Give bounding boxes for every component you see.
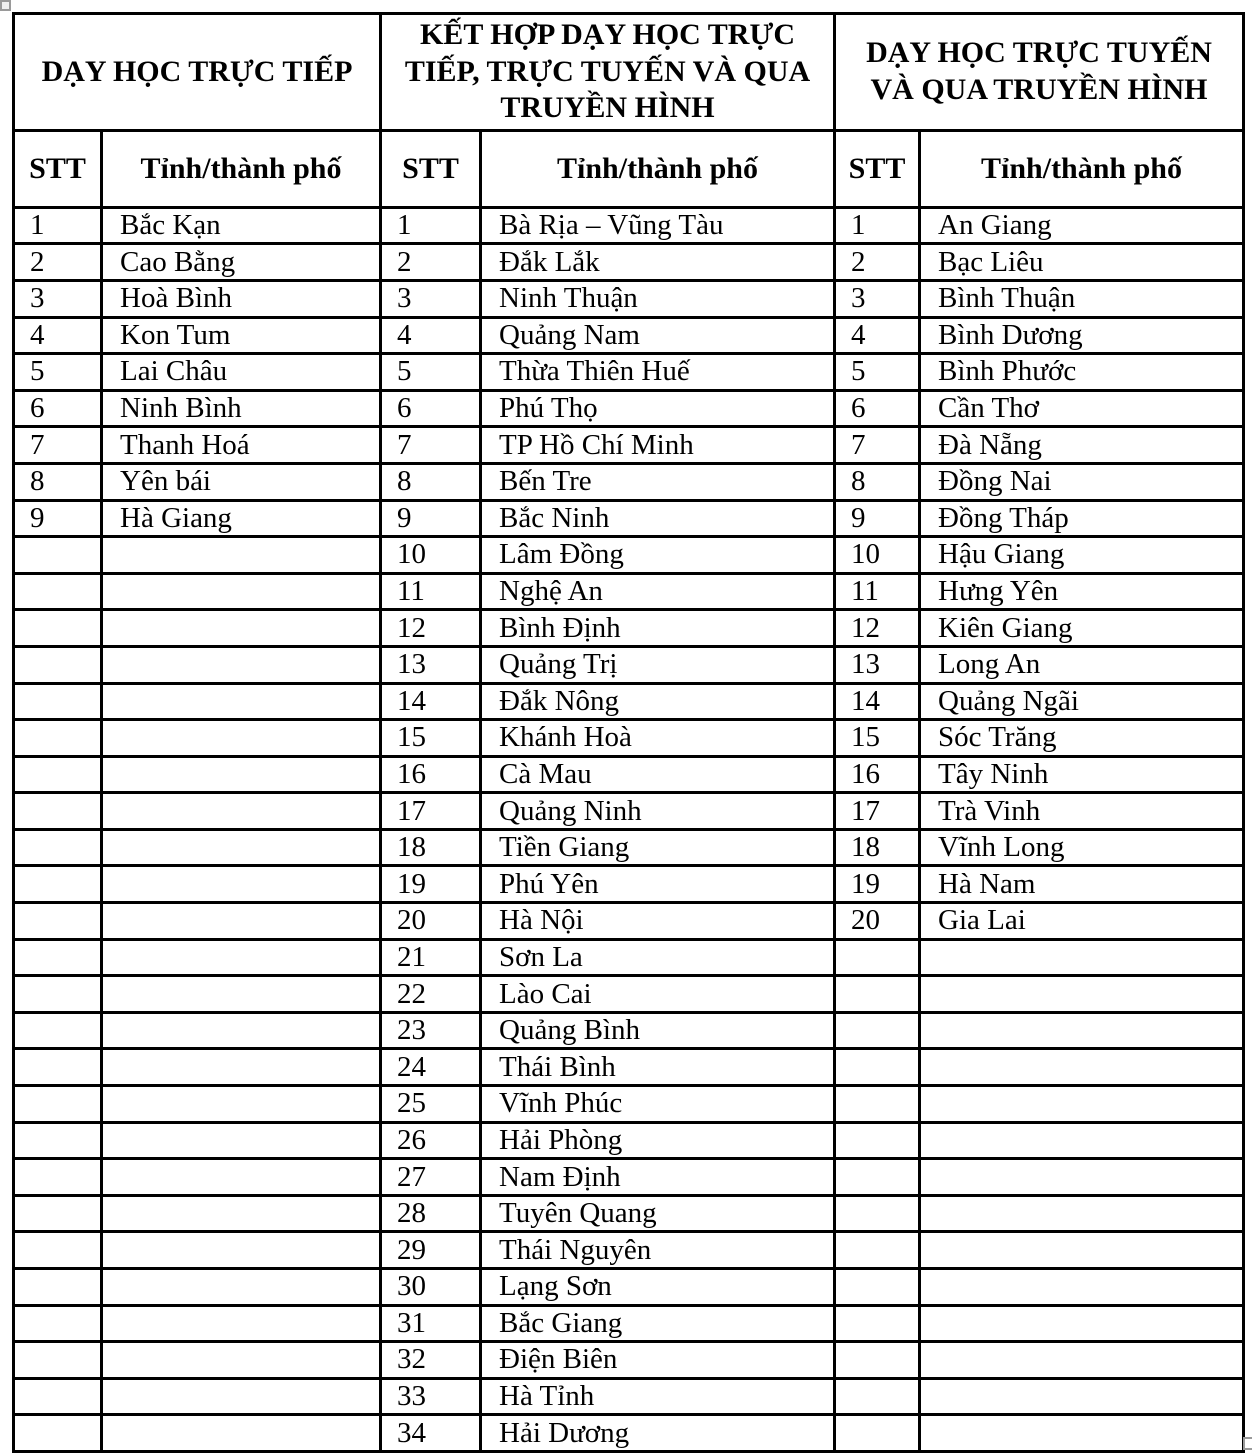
stt-cell: 28 — [381, 1195, 481, 1232]
stt-cell — [835, 1342, 920, 1379]
province-cell: Đồng Nai — [920, 463, 1244, 500]
stt-cell — [835, 1415, 920, 1452]
stt-cell — [835, 1049, 920, 1086]
stt-cell: 24 — [381, 1049, 481, 1086]
province-cell: Gia Lai — [920, 903, 1244, 940]
stt-cell: 1 — [835, 207, 920, 244]
stt-cell: 6 — [835, 390, 920, 427]
stt-cell: 13 — [381, 646, 481, 683]
stt-cell: 9 — [835, 500, 920, 537]
table-row — [14, 866, 1244, 903]
province-header-direct: Tỉnh/thành phố — [102, 130, 381, 207]
province-cell: Bình Phước — [920, 354, 1244, 391]
province-cell: Đồng Tháp — [920, 500, 1244, 537]
province-cell — [102, 1342, 381, 1379]
province-cell — [920, 1049, 1244, 1086]
stt-cell: 21 — [381, 939, 481, 976]
stt-cell: 34 — [381, 1415, 481, 1452]
table-row — [14, 1305, 1244, 1342]
province-cell: Ninh Thuận — [481, 280, 835, 317]
stt-cell: 10 — [381, 537, 481, 574]
province-cell: Bình Thuận — [920, 280, 1244, 317]
province-cell — [102, 1159, 381, 1196]
stt-cell: 23 — [381, 1012, 481, 1049]
table-row — [14, 1159, 1244, 1196]
province-cell: Yên bái — [102, 463, 381, 500]
stt-cell — [14, 1305, 102, 1342]
province-cell: Điện Biên — [481, 1342, 835, 1379]
stt-cell: 20 — [835, 903, 920, 940]
province-cell: Quảng Trị — [481, 646, 835, 683]
province-cell: Vĩnh Long — [920, 829, 1244, 866]
province-cell: An Giang — [920, 207, 1244, 244]
stt-cell — [14, 903, 102, 940]
province-cell — [102, 1305, 381, 1342]
stt-cell: 10 — [835, 537, 920, 574]
province-cell: Lào Cai — [481, 976, 835, 1013]
stt-cell: 6 — [14, 390, 102, 427]
stt-cell — [14, 720, 102, 757]
stt-cell: 2 — [381, 244, 481, 281]
stt-cell: 14 — [835, 683, 920, 720]
province-cell: Quảng Nam — [481, 317, 835, 354]
province-cell: Bà Rịa – Vũng Tàu — [481, 207, 835, 244]
table-row — [14, 537, 1244, 574]
stt-cell — [14, 1415, 102, 1452]
stt-cell — [14, 829, 102, 866]
province-cell — [920, 1086, 1244, 1123]
stt-cell: 19 — [381, 866, 481, 903]
stt-cell — [835, 1305, 920, 1342]
table-body — [14, 207, 1244, 1451]
province-cell: Ninh Bình — [102, 390, 381, 427]
stt-cell: 4 — [835, 317, 920, 354]
province-cell — [920, 1415, 1244, 1452]
province-cell — [102, 756, 381, 793]
stt-cell: 22 — [381, 976, 481, 1013]
province-cell: Lạng Sơn — [481, 1269, 835, 1306]
stt-cell: 14 — [381, 683, 481, 720]
stt-cell: 31 — [381, 1305, 481, 1342]
stt-cell: 5 — [381, 354, 481, 391]
stt-cell: 5 — [835, 354, 920, 391]
table-row — [14, 1342, 1244, 1379]
stt-cell — [14, 976, 102, 1013]
stt-cell — [14, 1342, 102, 1379]
table-row — [14, 500, 1244, 537]
province-cell — [102, 1086, 381, 1123]
province-cell: Thái Bình — [481, 1049, 835, 1086]
stt-cell — [835, 1086, 920, 1123]
stt-cell: 30 — [381, 1269, 481, 1306]
stt-cell — [14, 939, 102, 976]
stt-cell — [835, 1122, 920, 1159]
stt-cell — [14, 1049, 102, 1086]
stt-cell: 19 — [835, 866, 920, 903]
stt-cell — [14, 1269, 102, 1306]
stt-cell: 17 — [835, 793, 920, 830]
table-row — [14, 793, 1244, 830]
province-cell — [102, 573, 381, 610]
stt-header-online: STT — [835, 130, 920, 207]
stt-cell: 11 — [835, 573, 920, 610]
province-cell: Bến Tre — [481, 463, 835, 500]
province-cell: Kon Tum — [102, 317, 381, 354]
province-cell: Kiên Giang — [920, 610, 1244, 647]
province-cell: Tuyên Quang — [481, 1195, 835, 1232]
province-table — [12, 12, 1245, 1453]
stt-cell: 12 — [381, 610, 481, 647]
province-cell — [920, 1269, 1244, 1306]
province-cell: Tây Ninh — [920, 756, 1244, 793]
table-row — [14, 756, 1244, 793]
province-cell: Hải Dương — [481, 1415, 835, 1452]
province-cell — [102, 793, 381, 830]
province-cell — [102, 1415, 381, 1452]
province-cell: Lâm Đồng — [481, 537, 835, 574]
province-cell: Lai Châu — [102, 354, 381, 391]
province-cell — [102, 903, 381, 940]
table-row — [14, 280, 1244, 317]
stt-cell: 16 — [835, 756, 920, 793]
province-cell: Hà Nội — [481, 903, 835, 940]
province-cell — [920, 1195, 1244, 1232]
stt-cell — [835, 1269, 920, 1306]
province-cell — [102, 976, 381, 1013]
stt-header-direct: STT — [14, 130, 102, 207]
stt-cell — [835, 1159, 920, 1196]
stt-cell: 7 — [381, 427, 481, 464]
province-cell: Sóc Trăng — [920, 720, 1244, 757]
province-cell — [102, 1049, 381, 1086]
stt-cell — [14, 610, 102, 647]
province-cell: Hà Giang — [102, 500, 381, 537]
sub-header-row — [14, 130, 1244, 207]
province-cell: Hải Phòng — [481, 1122, 835, 1159]
province-cell — [920, 1159, 1244, 1196]
stt-cell: 2 — [835, 244, 920, 281]
stt-cell — [14, 683, 102, 720]
province-cell — [920, 1342, 1244, 1379]
stt-cell — [14, 646, 102, 683]
province-cell: Vĩnh Phúc — [481, 1086, 835, 1123]
table-row — [14, 427, 1244, 464]
province-cell: Quảng Bình — [481, 1012, 835, 1049]
province-cell: Nghệ An — [481, 573, 835, 610]
group-header-combined-teaching: KẾT HỢP DẠY HỌC TRỰC TIẾP, TRỰC TUYẾN VÀ QUA TRUYỀN HÌNH — [381, 14, 835, 131]
province-cell — [102, 1232, 381, 1269]
province-cell — [102, 829, 381, 866]
table-row — [14, 1049, 1244, 1086]
province-cell — [920, 1012, 1244, 1049]
province-cell: Phú Thọ — [481, 390, 835, 427]
province-cell: Nam Định — [481, 1159, 835, 1196]
stt-cell — [14, 1012, 102, 1049]
province-cell — [920, 1232, 1244, 1269]
stt-cell: 20 — [381, 903, 481, 940]
province-cell: Bình Dương — [920, 317, 1244, 354]
stt-cell: 9 — [14, 500, 102, 537]
province-cell: Hà Nam — [920, 866, 1244, 903]
stt-cell: 8 — [835, 463, 920, 500]
stt-cell: 12 — [835, 610, 920, 647]
province-cell: Cao Bằng — [102, 244, 381, 281]
table-row — [14, 939, 1244, 976]
province-cell — [920, 939, 1244, 976]
table-row — [14, 1269, 1244, 1306]
table-resize-handle[interactable] — [1243, 1437, 1252, 1450]
province-header-combined: Tỉnh/thành phố — [481, 130, 835, 207]
table-row — [14, 1012, 1244, 1049]
table-row — [14, 1232, 1244, 1269]
stt-cell: 3 — [14, 280, 102, 317]
province-cell: Bạc Liêu — [920, 244, 1244, 281]
stt-cell — [14, 1378, 102, 1415]
province-cell: Hậu Giang — [920, 537, 1244, 574]
stt-cell — [14, 866, 102, 903]
stt-cell: 18 — [835, 829, 920, 866]
province-cell: Long An — [920, 646, 1244, 683]
province-cell — [920, 1378, 1244, 1415]
table-row — [14, 610, 1244, 647]
province-cell: Quảng Ngãi — [920, 683, 1244, 720]
province-cell: TP Hồ Chí Minh — [481, 427, 835, 464]
stt-cell — [835, 1232, 920, 1269]
table-row — [14, 244, 1244, 281]
stt-cell: 1 — [381, 207, 481, 244]
stt-cell — [14, 537, 102, 574]
stt-cell: 15 — [381, 720, 481, 757]
province-cell — [102, 939, 381, 976]
stt-cell: 33 — [381, 1378, 481, 1415]
stt-cell: 27 — [381, 1159, 481, 1196]
stt-cell — [14, 793, 102, 830]
province-cell: Bắc Kạn — [102, 207, 381, 244]
province-cell: Tiền Giang — [481, 829, 835, 866]
stt-cell — [14, 1122, 102, 1159]
table-row — [14, 463, 1244, 500]
stt-cell — [14, 1159, 102, 1196]
stt-cell: 8 — [14, 463, 102, 500]
stt-cell — [835, 939, 920, 976]
group-header-row — [14, 14, 1244, 131]
province-cell — [102, 720, 381, 757]
group-header-direct-teaching: DẠY HỌC TRỰC TIẾP — [14, 14, 381, 131]
table-row — [14, 207, 1244, 244]
province-cell — [102, 1378, 381, 1415]
province-cell: Phú Yên — [481, 866, 835, 903]
stt-cell — [14, 573, 102, 610]
province-cell — [920, 976, 1244, 1013]
stt-cell — [14, 756, 102, 793]
province-cell: Cà Mau — [481, 756, 835, 793]
province-cell: Đắk Lắk — [481, 244, 835, 281]
province-cell: Hưng Yên — [920, 573, 1244, 610]
table-row — [14, 976, 1244, 1013]
province-cell — [102, 1195, 381, 1232]
province-cell: Quảng Ninh — [481, 793, 835, 830]
province-cell: Đà Nẵng — [920, 427, 1244, 464]
stt-cell: 3 — [381, 280, 481, 317]
province-cell: Đắk Nông — [481, 683, 835, 720]
province-cell: Khánh Hoà — [481, 720, 835, 757]
province-cell: Hoà Bình — [102, 280, 381, 317]
province-cell — [102, 610, 381, 647]
province-cell — [920, 1305, 1244, 1342]
stt-cell: 16 — [381, 756, 481, 793]
group-header-online-tv-teaching: DẠY HỌC TRỰC TUYẾN VÀ QUA TRUYỀN HÌNH — [835, 14, 1244, 131]
stt-cell: 29 — [381, 1232, 481, 1269]
province-cell: Bắc Giang — [481, 1305, 835, 1342]
table-row — [14, 573, 1244, 610]
province-cell — [102, 866, 381, 903]
province-cell: Bình Định — [481, 610, 835, 647]
table-row — [14, 354, 1244, 391]
stt-cell: 2 — [14, 244, 102, 281]
stt-cell: 6 — [381, 390, 481, 427]
stt-cell: 26 — [381, 1122, 481, 1159]
table-row — [14, 317, 1244, 354]
province-cell — [102, 1012, 381, 1049]
stt-cell — [14, 1232, 102, 1269]
province-cell: Thanh Hoá — [102, 427, 381, 464]
stt-cell: 18 — [381, 829, 481, 866]
province-cell: Sơn La — [481, 939, 835, 976]
stt-cell: 4 — [14, 317, 102, 354]
stt-cell: 7 — [14, 427, 102, 464]
stt-cell: 13 — [835, 646, 920, 683]
province-cell — [102, 683, 381, 720]
province-cell — [102, 1122, 381, 1159]
table-row — [14, 720, 1244, 757]
stt-cell: 32 — [381, 1342, 481, 1379]
stt-cell: 15 — [835, 720, 920, 757]
province-cell: Cần Thơ — [920, 390, 1244, 427]
province-header-online: Tỉnh/thành phố — [920, 130, 1244, 207]
stt-cell: 3 — [835, 280, 920, 317]
table-row — [14, 1378, 1244, 1415]
province-cell: Thừa Thiên Huế — [481, 354, 835, 391]
stt-cell — [14, 1086, 102, 1123]
table-row — [14, 683, 1244, 720]
stt-cell — [835, 976, 920, 1013]
stt-cell: 5 — [14, 354, 102, 391]
stt-cell — [835, 1195, 920, 1232]
province-cell — [102, 1269, 381, 1306]
table-row — [14, 1122, 1244, 1159]
table-row — [14, 1086, 1244, 1123]
province-cell: Thái Nguyên — [481, 1232, 835, 1269]
table-row — [14, 390, 1244, 427]
stt-cell: 1 — [14, 207, 102, 244]
stt-cell — [835, 1378, 920, 1415]
table-row — [14, 829, 1244, 866]
table-move-handle[interactable] — [0, 0, 11, 11]
stt-cell: 7 — [835, 427, 920, 464]
stt-cell: 9 — [381, 500, 481, 537]
province-cell — [920, 1122, 1244, 1159]
province-cell — [102, 537, 381, 574]
table-row — [14, 1415, 1244, 1452]
table-row — [14, 903, 1244, 940]
stt-cell: 25 — [381, 1086, 481, 1123]
province-cell: Hà Tỉnh — [481, 1378, 835, 1415]
stt-header-combined: STT — [381, 130, 481, 207]
province-cell: Trà Vinh — [920, 793, 1244, 830]
stt-cell — [835, 1012, 920, 1049]
stt-cell: 4 — [381, 317, 481, 354]
table-row — [14, 646, 1244, 683]
province-cell: Bắc Ninh — [481, 500, 835, 537]
province-cell — [102, 646, 381, 683]
stt-cell: 17 — [381, 793, 481, 830]
stt-cell: 8 — [381, 463, 481, 500]
stt-cell: 11 — [381, 573, 481, 610]
stt-cell — [14, 1195, 102, 1232]
table-row — [14, 1195, 1244, 1232]
